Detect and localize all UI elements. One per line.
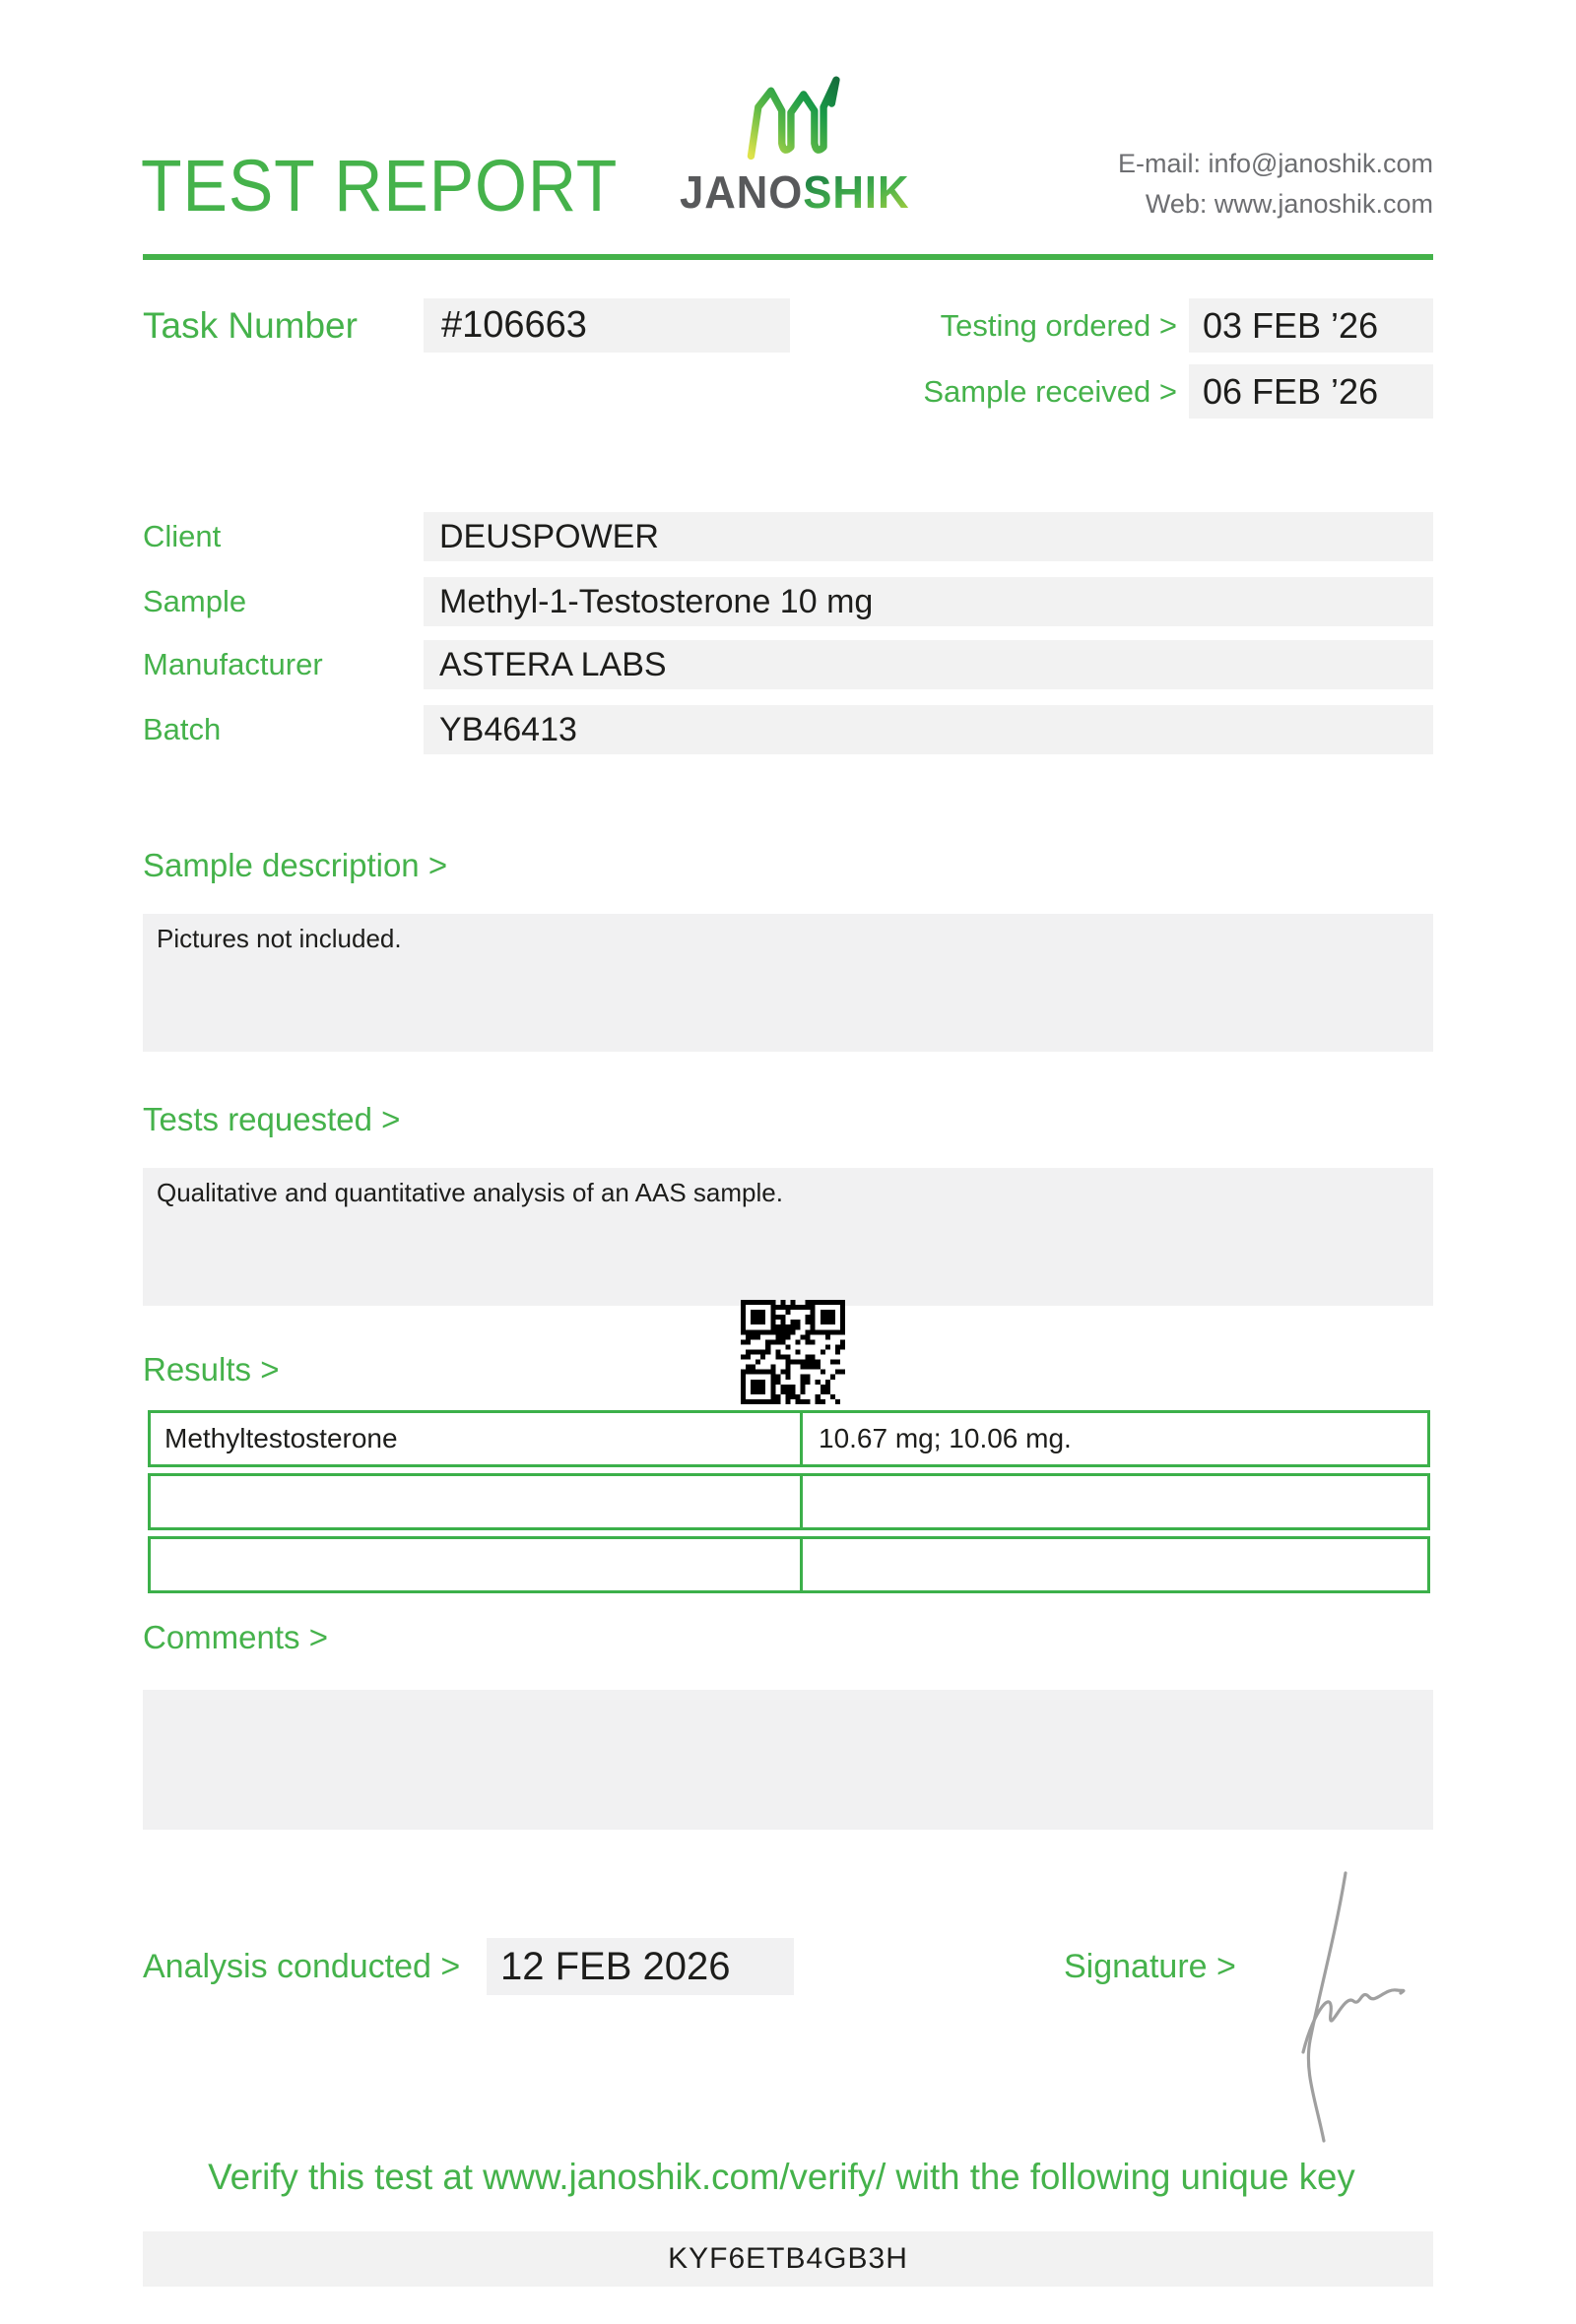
batch-value: YB46413 [439,711,577,748]
batch-field [424,705,1433,754]
logo-wordmark [678,165,912,219]
client-field [424,512,1433,561]
substance-cell: Methyltestosterone [151,1413,803,1464]
substance-cell [151,1476,803,1527]
sample-received-field [1189,364,1433,419]
sample-description-text: Pictures not included. [157,924,402,953]
testing-ordered-label: Testing ordered > [940,308,1177,343]
table-row [148,1410,1430,1467]
sample-description-box [143,914,1433,1052]
contact-block [1118,144,1433,225]
task-number-field [424,298,790,353]
result-cell: 10.67 mg; 10.06 mg. [819,1423,1072,1453]
sample-description-heading: Sample description > [143,847,448,883]
header-divider [143,254,1433,260]
client-label: Client [143,519,222,553]
logo-shik: SHIK [803,166,910,218]
manufacturer-value: ASTERA LABS [439,646,667,683]
email-line: E-mail: info@janoshik.com [1117,149,1433,178]
tests-requested-box [143,1168,1433,1306]
comments-box [143,1690,1433,1830]
growth-chart-arrow-icon [741,71,851,161]
client-value: DEUSPOWER [439,518,659,555]
sample-field [424,577,1433,626]
page-title: TEST REPORT [141,145,619,226]
sample-received-date: 06 FEB ’26 [1203,371,1379,412]
verify-key-field [143,2231,1433,2287]
verify-instruction: Verify this test at www.janoshik.com/verify/ with the following unique key [208,2157,1355,2197]
table-row [148,1536,1430,1593]
manufacturer-field [424,640,1433,689]
qr-code [741,1300,845,1404]
comments-text [143,1690,1433,1700]
verify-key-value: KYF6ETB4GB3H [668,2242,908,2275]
logo-jano: JANO [680,166,804,218]
analysis-conducted-label: Analysis conducted > [143,1948,461,1985]
tests-requested-text: Qualitative and quantitative analysis of an AAS sample. [157,1178,783,1207]
tests-requested-heading: Tests requested > [143,1101,401,1137]
signature-label: Signature > [1064,1948,1236,1985]
analysis-date-value: 12 FEB 2026 [500,1945,731,1988]
task-number-value: #106663 [441,304,587,346]
comments-heading: Comments > [143,1619,328,1655]
substance-cell [151,1539,803,1590]
web-line: Web: www.janoshik.com [1145,189,1433,219]
task-number-label: Task Number [143,305,358,346]
testing-ordered-date: 03 FEB ’26 [1203,305,1379,346]
testing-ordered-field [1189,298,1433,353]
handwritten-signature [1259,1843,1505,2159]
sample-received-label: Sample received > [923,374,1177,409]
analysis-date-field [487,1938,794,1995]
results-table [148,1410,1430,1599]
result-cell [803,1539,1427,1590]
manufacturer-label: Manufacturer [143,647,323,681]
sample-value: Methyl-1-Testosterone 10 mg [439,583,874,620]
results-heading: Results > [143,1351,280,1388]
table-row [148,1473,1430,1530]
sample-label: Sample [143,584,247,618]
result-cell [803,1476,1427,1527]
batch-label: Batch [143,712,222,746]
